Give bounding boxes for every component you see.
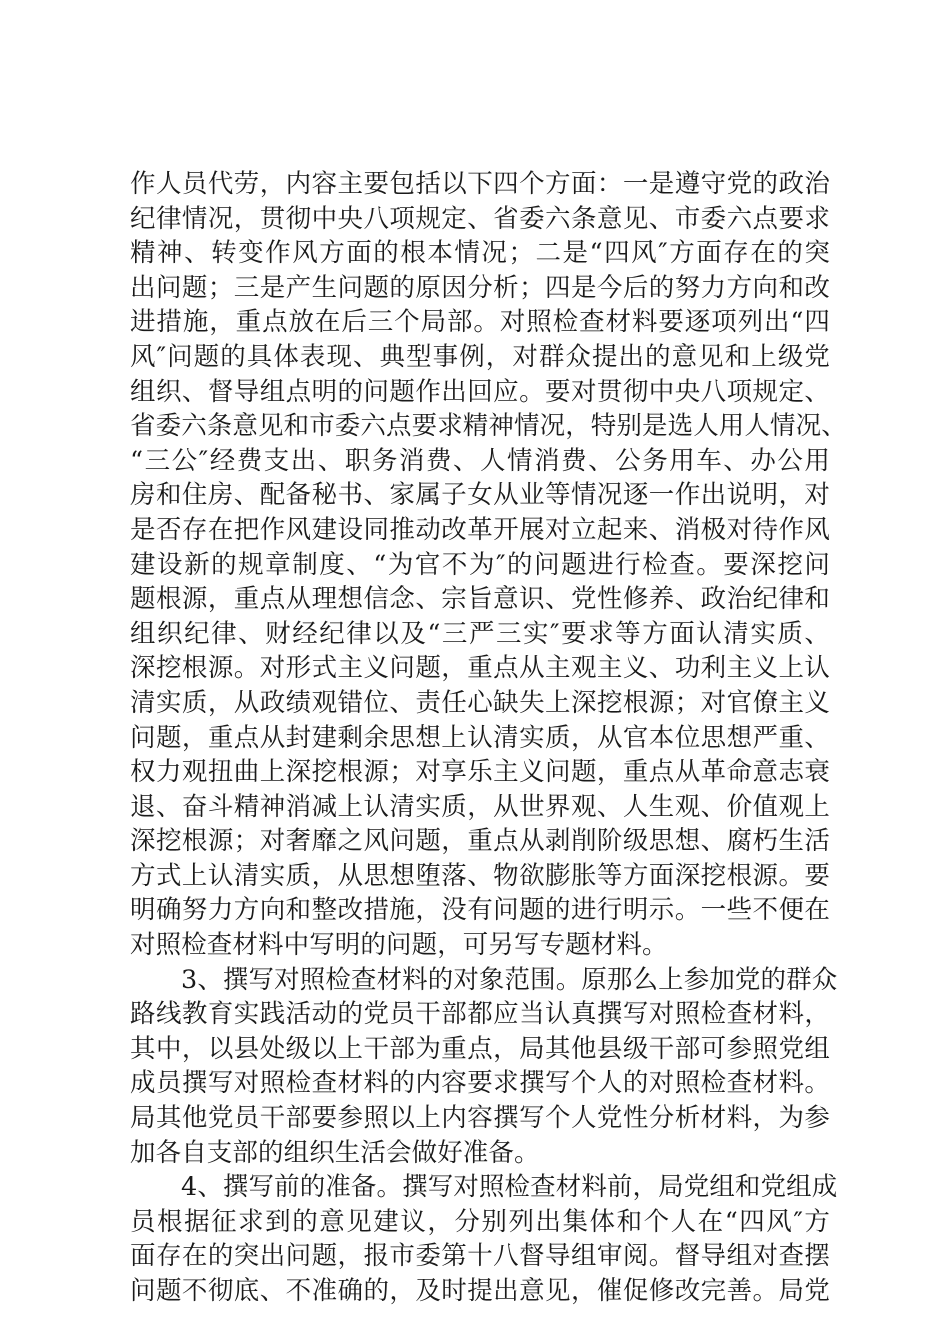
text-line: 深挖根源；对奢靡之风问题，重点从剥削阶级思想、腐朽生活 <box>130 826 830 857</box>
text-line: 其中，以县处级以上干部为重点，局其他县级干部可参照党组 <box>130 1033 830 1064</box>
text-line: 清实质，从政绩观错位、责任心缺失上深挖根源；对官僚主义 <box>130 687 830 718</box>
text-line: 建设新的规章制度、“为官不为″的问题进行检查。要深挖问 <box>130 549 830 580</box>
text-line: 省委六条意见和市委六点要求精神情况，特别是选人用人情况、 <box>130 411 847 442</box>
text-line: 成员撰写对照检查材料的内容要求撰写个人的对照检查材料。 <box>130 1068 830 1099</box>
text-line: 题根源，重点从理想信念、宗旨意识、党性修养、政治纪律和 <box>130 584 830 615</box>
text-line: 加各自支部的组织生活会做好准备。 <box>130 1137 540 1168</box>
text-line: 组织、督导组点明的问题作出回应。要对贯彻中央八项规定、 <box>130 376 830 407</box>
text-line: 退、奋斗精神消减上认清实质，从世界观、人生观、价值观上 <box>130 791 830 822</box>
text-line: 问题不彻底、不准确的，及时提出意见，催促修改完善。局党 <box>130 1276 830 1306</box>
text-line: 组织纪律、财经纪律以及“三严三实″要求等方面认清实质、 <box>130 618 830 649</box>
text-line: 作人员代劳，内容主要包括以下四个方面：一是遵守党的政治 <box>130 169 830 199</box>
text-line: 方式上认清实质，从思想堕落、物欲膨胀等方面深挖根源。要 <box>130 860 830 891</box>
text-line: 员根据征求到的意见建议，分别列出集体和个人在“四风″方 <box>130 1206 830 1237</box>
text-line: 深挖根源。对形式主义问题，重点从主观主义、功利主义上认 <box>130 653 830 684</box>
text-line: “三公″经费支出、职务消费、人情消费、公务用车、办公用 <box>130 445 830 476</box>
text-line: 精神、转变作风方面的根本情况；二是“四风″方面存在的突 <box>130 238 830 269</box>
text-line: 是否存在把作风建设同推动改革开展对立起来、消极对待作风 <box>130 514 830 545</box>
text-line: 出问题；三是产生问题的原因分析；四是今后的努力方向和改 <box>130 272 830 303</box>
text-line: 对照检查材料中写明的问题，可另写专题材料。 <box>130 930 668 961</box>
text-line: 路线教育实践活动的党员干部都应当认真撰写对照检查材料， <box>130 999 830 1030</box>
text-line: 房和住房、配备秘书、家属子女从业等情况逐一作出说明，对 <box>130 480 830 511</box>
text-line: 局其他党员干部要参照以上内容撰写个人党性分析材料，为参 <box>130 1103 830 1134</box>
text-line: 问题，重点从封建剩余思想上认清实质，从官本位思想严重、 <box>130 722 830 753</box>
text-line: 进措施，重点放在后三个局部。对照检查材料要逐项列出“四 <box>130 307 830 338</box>
text-line: 明确努力方向和整改措施，没有问题的进行明示。一些不便在 <box>130 895 830 926</box>
paragraph-3-first-line: 3、撰写对照检查材料的对象范围。原那么上参加党的群众 <box>181 964 838 995</box>
text-line: 权力观扭曲上深挖根源；对享乐主义问题，重点从革命意志衰 <box>130 757 830 788</box>
text-line: 面存在的突出问题，报市委第十八督导组审阅。督导组对查摆 <box>130 1241 830 1272</box>
body-text <box>130 167 847 1309</box>
text-line: 风″问题的具体表现、典型事例，对群众提出的意见和上级党 <box>130 341 830 372</box>
paragraph-4-first-line: 4、撰写前的准备。撰写对照检查材料前，局党组和党组成 <box>181 1172 838 1203</box>
text-line: 纪律情况，贯彻中央八项规定、省委六条意见、市委六点要求 <box>130 203 830 234</box>
